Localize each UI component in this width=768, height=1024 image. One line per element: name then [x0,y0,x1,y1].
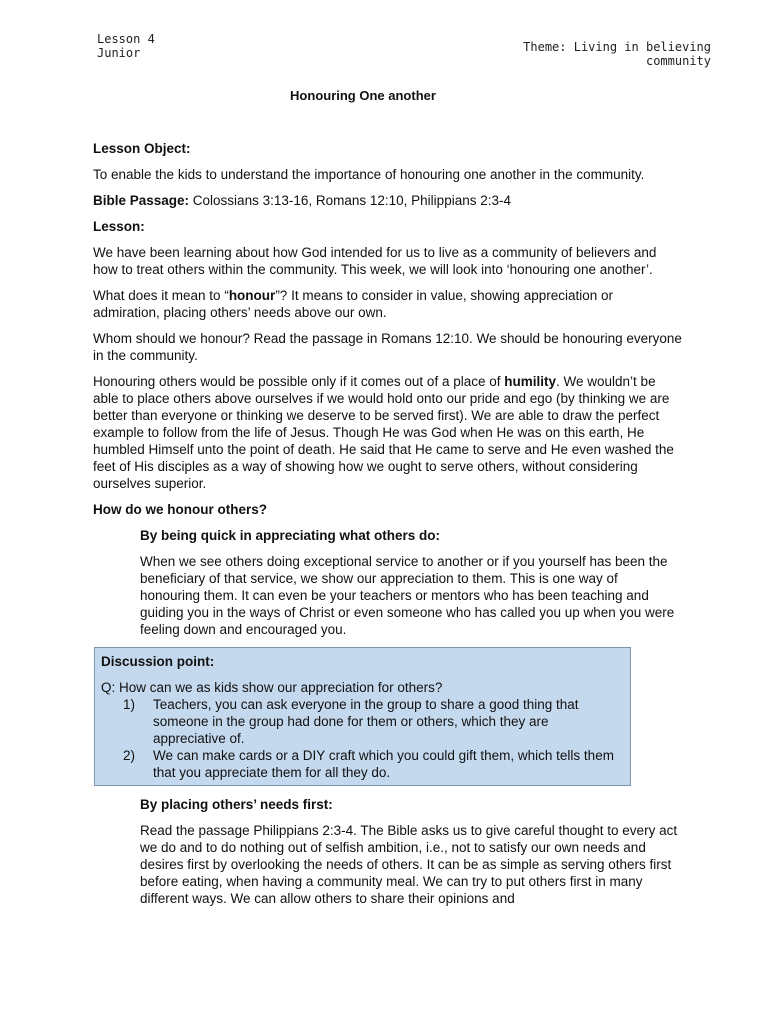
list-number: 1) [123,697,136,712]
p2-bold: honour [228,288,276,303]
discussion-list [101,696,624,781]
discussion-box [94,647,631,786]
lesson-paragraph-2 [93,287,683,321]
how-heading: How do we honour others? [93,502,267,517]
lesson-number: Lesson 4 [97,32,155,46]
lesson-object-heading: Lesson Object: [93,141,191,156]
p4-before: Honouring others would be possible only if it comes out of a place of [93,374,505,389]
list-text: Teachers, you can ask everyone in the group to share a good thing that someone in the group had done for them or others, which they are appreciative of. [153,697,579,746]
theme-line-2: community [645,54,711,68]
p2-before: What does it mean to “ [93,288,229,303]
header-left [97,32,155,60]
appreciating-text: When we see others doing exceptional service to another or if you yourself has been the beneficiary of that service, we show our appreciation to them. This is one way of honouring them. It can even be your teachers or mentors who has been teaching and guiding you in the ways of Christ or even someone who has called you up when you were feeling down and encouraged you. [140,554,675,637]
bible-passage [93,192,683,209]
list-number: 2) [123,748,136,763]
theme-line-1: Theme: Living in believing [523,40,711,54]
discussion-heading: Discussion point: [101,654,215,669]
lesson-paragraph-4 [93,373,683,492]
lesson-level: Junior [97,46,141,60]
p2-after: ”? It means to consider in value, showing appreciation or admiration, placing others’ needs above our own. [93,288,613,320]
list-item [101,696,624,747]
lesson-paragraph-1: We have been learning about how God intended for us to live as a community of believers and how to treat others within the community. This week, we will look into ‘honouring one another’. [93,245,657,277]
list-text: We can make cards or a DIY craft which you could gift them, which tells them that you appreciate them for all they do. [153,748,614,780]
page-title: Honouring One another [290,88,436,103]
bible-passage-label: Bible Passage: [93,193,190,208]
sub-heading-appreciating: By being quick in appreciating what others do: [140,528,441,543]
sub-heading-needs-first: By placing others’ needs first: [140,797,333,812]
header-right [523,40,711,68]
discussion-question: Q: How can we as kids show our appreciation for others? [101,680,443,695]
needs-first-text: Read the passage Philippians 2:3-4. The Bible asks us to give careful thought to every act we do and to do nothing out of selfish ambition, i.e., not to satisfy our own needs and desires first by overlooking the needs of others. It can be as simple as serving others first before eating, when having a community meal. We can try to put others first in many different ways. We can allow others to share their opinions and [140,823,678,906]
lesson-object-text: To enable the kids to understand the importance of honouring one another in the community. [93,167,645,182]
document-body [93,140,683,916]
lesson-heading: Lesson: [93,219,145,234]
list-item [101,747,624,781]
p4-after: . We wouldn’t be able to place others above ourselves if we would hold onto our pride and ego (by thinking we are better than everyone or thinking we deserve to be served first). We are able to draw the perfect example to follow from the life of Jesus. Though He was God when He was on this earth, He humbled Himself unto the point of death. He said that He came to serve and He even washed the feet of His disciples as a way of showing how we ought to serve others, without considering ourselves superior. [93,374,674,491]
p4-bold: humility [504,374,557,389]
bible-passage-text: Colossians 3:13-16, Romans 12:10, Philippians 2:3-4 [189,193,511,208]
lesson-paragraph-3: Whom should we honour? Read the passage in Romans 12:10. We should be honouring everyone in the community. [93,331,682,363]
